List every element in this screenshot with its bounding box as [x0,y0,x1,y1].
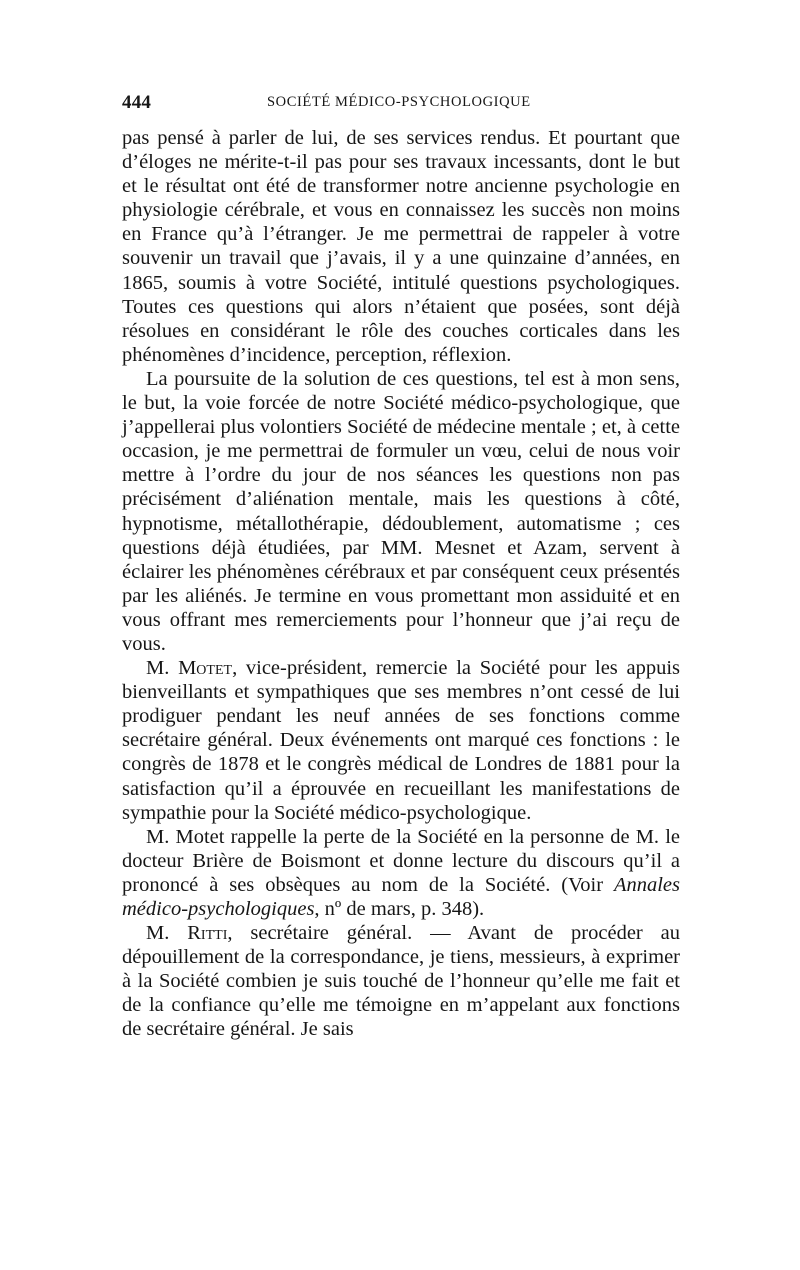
paragraph-motet-tribute [122,825,680,921]
book-page [122,92,680,1042]
body-text [122,126,680,1042]
paragraph-text: pas pensé à parler de lui, de ses services rendus. Et pourtant que d’éloges ne mérite-t-il pas pour ses travaux incessants, dont le but et le résultat ont été de transformer notre ancienne psychologie en physiologie cérébrale, et vous en connaissez les succès non moins en France qu’à l’étranger. Je me permettrai de rappeler à votre souvenir un travail que j’avais, il y a une quinzaine d’années, en 1865, soumis à votre Société, intitulé questions psychologiques. Toutes ces questions qui alors n’étaient que posées, sont déjà résolues en considérant le rôle des couches corticales dans les phénomènes d’incidence, perception, réflexion. [122,127,680,366]
speaker-name: Ritti [187,922,228,945]
speaker-prefix: M. [146,922,188,945]
paragraph-ritti-speech [122,921,680,1041]
paragraph-motet-speech [122,656,680,825]
paragraph-text: M. Motet rappelle la perte de la Société en la personne de M. le docteur Brière de Boismont et donne lecture du discours qu’il a prononcé à ses obsèques au nom de la Société. (Voir [122,825,680,896]
journal-title: SOCIÉTÉ MÉDICO-PSYCHOLOGIQUE [267,94,531,110]
paragraph-text: La poursuite de la solution de ces questions, tel est à mon sens, le but, la voie forcée de notre Société médico-psychologique, que j’appellerai plus volontiers Société de médecine mentale ; et, à cette occasion, je me permettrai de formuler un vœu, celui de nous voir mettre à l’ordre du jour de nos séances les questions non pas précisément d’aliénation mentale, mais les questions à côté, hypnotisme, métallothérapie, dédoublement, automatisme ; ces questions déjà étudiées, par MM. Mesnet et Azam, servent à éclairer les phénomènes cérébraux et par conséquent ceux présentés par les aliénés. Je termine en vous promettant mon assiduité et en vous offrant mes remerciements pour l’honneur que j’ai reçu de vous. [122,367,680,655]
journal-citation: Annales médico-psychologiques [122,873,680,920]
paragraph-questions [122,367,680,656]
speaker-name: Motet [178,657,233,680]
paragraph-text: , secrétaire général. — Avant de procéder au dépouillement de la correspondance, je tiens, messieurs, à exprimer à la Société combien je suis touché de l’honneur qu’elle me fait et de la confiance qu’elle me témoigne en m’appelant aux fonctions de secrétaire général. Je sais [122,922,680,1041]
paragraph-text-end: , nº de mars, p. 348). [314,898,485,920]
paragraph-continuation [122,126,680,367]
page-number: 444 [122,92,152,113]
paragraph-text: , vice-président, remercie la Société pour les appuis bienveillants et sympathiques que ses membres n’ont cessé de lui prodiguer pendant les neuf années de ses fonctions comme secrétaire général. Deux événements ont marqué ces fonctions : le congrès de 1878 et le congrès médical de Londres de 1881 pour la satisfaction qu’il a éprouvée en recueillant les manifestations de sympathie pour la Société médico-psychologique. [122,657,681,824]
speaker-prefix: M. [146,657,179,680]
running-head [122,92,680,122]
